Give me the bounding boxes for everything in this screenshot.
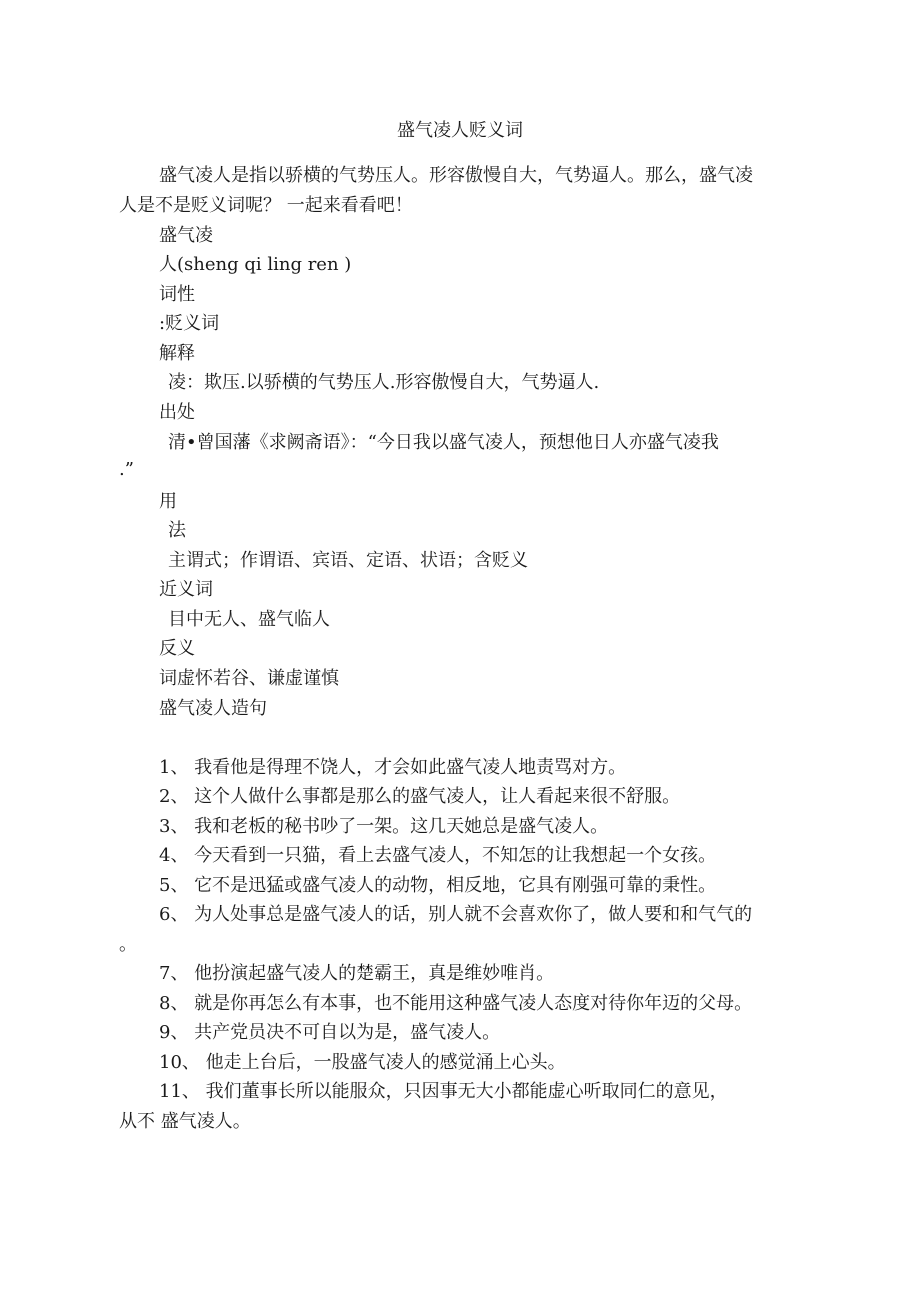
example-7: 7、 他扮演起盛气凌人的楚霸王，真是维妙唯肖。: [159, 963, 555, 984]
synonym-label: 近义词: [159, 579, 213, 600]
example-6-tail: 。: [119, 934, 137, 955]
antonym-label: 反义: [159, 638, 195, 659]
page-title: 盛气凌人贬义词: [397, 120, 523, 141]
example-4: 4、 今天看到一只猫，看上去盛气凌人，不知怎的让我想起一个女孩。: [159, 845, 717, 866]
usage-value: 主谓式；作谓语、宾语、定语、状语；含贬义: [168, 550, 528, 571]
example-2: 2、 这个人做什么事都是那么的盛气凌人，让人看起来很不舒服。: [159, 786, 681, 807]
example-11: 11、 我们董事长所以能服众，只因事无大小都能虚心听取同仁的意见，: [159, 1081, 728, 1102]
example-3: 3、 我和老板的秘书吵了一架。这几天她总是盛气凌人。: [159, 816, 609, 837]
source-value: 清•曾国藩《求阙斋语》：“今日我以盛气凌人，预想他日人亦盛气凌我: [168, 432, 719, 453]
entry-word-part1: 盛气凌: [159, 225, 213, 246]
pos-label: 词性: [159, 284, 195, 305]
intro-line-1: 盛气凌人是指以骄横的气势压人。形容傲慢自大，气势逼人。那么，盛气凌: [159, 165, 753, 186]
pos-value: :贬义词: [159, 313, 220, 334]
usage-label-1: 用: [159, 491, 177, 512]
example-9: 9、 共产党员决不可自以为是，盛气凌人。: [159, 1022, 501, 1043]
definition-value: 凌：欺压.以骄横的气势压人.形容傲慢自大，气势逼人.: [168, 372, 600, 393]
example-6: 6、 为人处事总是盛气凌人的话，别人就不会喜欢你了，做人要和和气气的: [159, 904, 753, 925]
antonym-value: 词虚怀若谷、谦虚谨慎: [159, 668, 339, 689]
example-11-tail: 从不 盛气凌人。: [119, 1111, 251, 1132]
source-tail: .”: [119, 459, 134, 480]
examples-heading: 盛气凌人造句: [159, 698, 267, 719]
source-label: 出处: [159, 402, 195, 423]
example-5: 5、 它不是迅猛或盛气凌人的动物，相反地，它具有刚强可靠的秉性。: [159, 875, 717, 896]
synonym-value: 目中无人、盛气临人: [168, 609, 330, 630]
definition-label: 解释: [159, 343, 195, 364]
example-10: 10、 他走上台后，一股盛气凌人的感觉涌上心头。: [159, 1052, 566, 1073]
intro-line-2: 人是不是贬义词呢？ 一起来看看吧！: [119, 195, 413, 216]
example-8: 8、 就是你再怎么有本事，也不能用这种盛气凌人态度对待你年迈的父母。: [159, 993, 753, 1014]
example-1: 1、 我看他是得理不饶人，才会如此盛气凌人地责骂对方。: [159, 757, 627, 778]
entry-word-pinyin: 人(sheng qi ling ren ): [159, 254, 352, 275]
usage-label-2: 法: [168, 520, 186, 541]
